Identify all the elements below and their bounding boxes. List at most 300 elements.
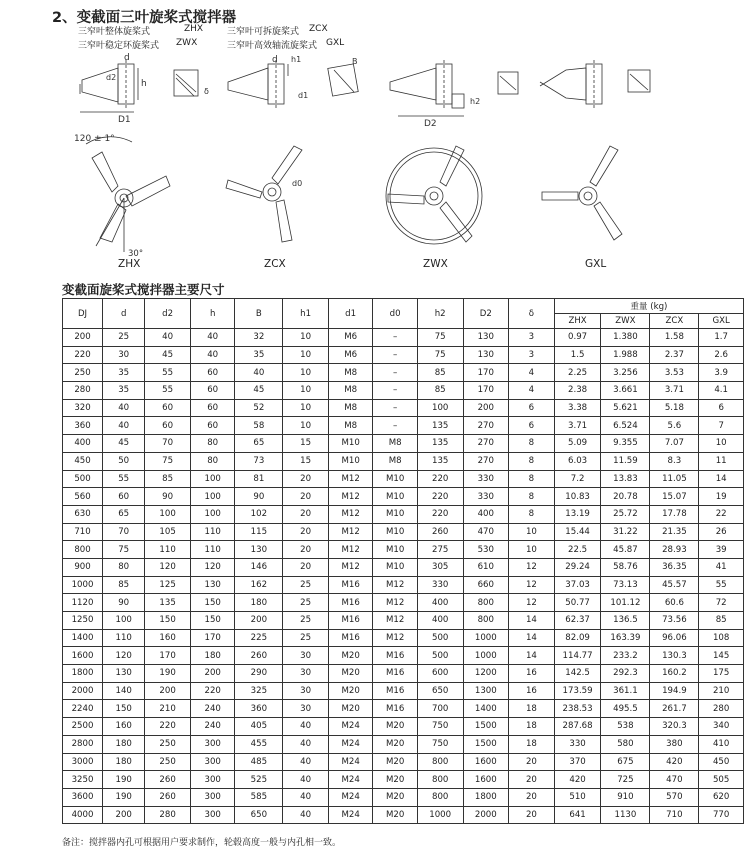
table-cell: 65 bbox=[235, 435, 283, 453]
table-cell: 55 bbox=[699, 576, 744, 594]
table-cell: 200 bbox=[103, 806, 145, 824]
table-cell: 13.19 bbox=[554, 505, 601, 523]
table-cell: M20 bbox=[373, 788, 418, 806]
table-cell: 150 bbox=[190, 594, 235, 612]
table-cell: 220 bbox=[417, 470, 463, 488]
table-cell: 11 bbox=[699, 452, 744, 470]
table-cell: 30 bbox=[283, 665, 329, 683]
table-cell: 100 bbox=[190, 470, 235, 488]
table-cell: 170 bbox=[145, 647, 191, 665]
table-cell: 35 bbox=[103, 382, 145, 400]
table-cell: M24 bbox=[328, 788, 373, 806]
header-weight: 重量 (kg) bbox=[554, 299, 743, 314]
table-cell: 400 bbox=[417, 612, 463, 630]
label-angle-30: 30° bbox=[128, 249, 144, 259]
table-cell: – bbox=[373, 417, 418, 435]
table-cell: 100 bbox=[190, 488, 235, 506]
table-cell: 35 bbox=[235, 346, 283, 364]
table-cell: 420 bbox=[554, 771, 601, 789]
table-cell: 100 bbox=[145, 505, 191, 523]
table-cell: 1600 bbox=[63, 647, 103, 665]
table-cell: 330 bbox=[463, 488, 509, 506]
table-cell: 14 bbox=[509, 629, 555, 647]
table-cell: 20 bbox=[283, 523, 329, 541]
table-cell: 270 bbox=[463, 452, 509, 470]
table-cell: 800 bbox=[463, 594, 509, 612]
table-cell: 136.5 bbox=[601, 612, 650, 630]
table-cell: 90 bbox=[103, 594, 145, 612]
table-cell: 32 bbox=[235, 329, 283, 347]
table-cell: 225 bbox=[235, 629, 283, 647]
table-cell: 114.77 bbox=[554, 647, 601, 665]
table-cell: M24 bbox=[328, 771, 373, 789]
table-cell: 45 bbox=[103, 435, 145, 453]
table-cell: 280 bbox=[699, 700, 744, 718]
table-cell: 160 bbox=[145, 629, 191, 647]
table-cell: – bbox=[373, 382, 418, 400]
table-cell: – bbox=[373, 329, 418, 347]
table-cell: 31.22 bbox=[601, 523, 650, 541]
table-cell: 2.6 bbox=[699, 346, 744, 364]
table-cell: 250 bbox=[63, 364, 103, 382]
table-cell: 1120 bbox=[63, 594, 103, 612]
table-cell: 10 bbox=[283, 399, 329, 417]
table-cell: 55 bbox=[103, 470, 145, 488]
table-cell: 910 bbox=[601, 788, 650, 806]
zwx-side-view bbox=[390, 60, 480, 129]
table-cell: 40 bbox=[190, 329, 235, 347]
table-cell: 455 bbox=[235, 735, 283, 753]
table-cell: 505 bbox=[699, 771, 744, 789]
table-cell: M24 bbox=[328, 806, 373, 824]
table-cell: 300 bbox=[190, 788, 235, 806]
table-cell: 400 bbox=[417, 594, 463, 612]
table-cell: M6 bbox=[328, 329, 373, 347]
table-cell: M12 bbox=[328, 505, 373, 523]
table-cell: 6.524 bbox=[601, 417, 650, 435]
table-row bbox=[63, 788, 744, 806]
header-weight-zwx: ZWX bbox=[601, 314, 650, 329]
table-cell: M8 bbox=[328, 417, 373, 435]
table-cell: 3.38 bbox=[554, 399, 601, 417]
table-cell: 170 bbox=[463, 382, 509, 400]
table-cell: 620 bbox=[699, 788, 744, 806]
table-cell: 530 bbox=[463, 541, 509, 559]
table-cell: 130.3 bbox=[650, 647, 699, 665]
table-cell: 55 bbox=[145, 364, 191, 382]
table-cell: 1500 bbox=[463, 718, 509, 736]
table-cell: 55 bbox=[145, 382, 191, 400]
table-row bbox=[63, 364, 744, 382]
table-cell: 150 bbox=[190, 612, 235, 630]
table-cell: M24 bbox=[328, 718, 373, 736]
table-cell: 6 bbox=[509, 417, 555, 435]
table-cell: 25 bbox=[283, 594, 329, 612]
table-cell: 800 bbox=[417, 771, 463, 789]
table-cell: 6.03 bbox=[554, 452, 601, 470]
table-cell: M10 bbox=[373, 541, 418, 559]
table-cell: 73.56 bbox=[650, 612, 699, 630]
table-cell: 1.988 bbox=[601, 346, 650, 364]
label-d1: d1 bbox=[298, 91, 309, 100]
label-h2: h2 bbox=[470, 97, 481, 106]
table-cell: 3.71 bbox=[554, 417, 601, 435]
table-cell: 200 bbox=[463, 399, 509, 417]
table-cell: 25.72 bbox=[601, 505, 650, 523]
table-cell: M20 bbox=[328, 682, 373, 700]
table-cell: 2.37 bbox=[650, 346, 699, 364]
table-cell: 20.78 bbox=[601, 488, 650, 506]
table-cell: 300 bbox=[190, 753, 235, 771]
table-cell: 35 bbox=[103, 364, 145, 382]
table-cell: 470 bbox=[463, 523, 509, 541]
table-cell: 2.25 bbox=[554, 364, 601, 382]
table-cell: 50.77 bbox=[554, 594, 601, 612]
variant-gxl-label: 三窄叶高效轴流旋桨式 bbox=[227, 41, 318, 51]
table-cell: 380 bbox=[650, 735, 699, 753]
table-cell: M12 bbox=[328, 523, 373, 541]
table-cell: – bbox=[373, 399, 418, 417]
table-cell: 270 bbox=[463, 435, 509, 453]
table-cell: 750 bbox=[417, 735, 463, 753]
table-row bbox=[63, 558, 744, 576]
table-cell: 40 bbox=[283, 806, 329, 824]
table-cell: 290 bbox=[235, 665, 283, 683]
table-cell: 85 bbox=[145, 470, 191, 488]
table-cell: 1400 bbox=[463, 700, 509, 718]
table-cell: 15 bbox=[283, 435, 329, 453]
table-cell: 500 bbox=[417, 629, 463, 647]
table-cell: M20 bbox=[373, 753, 418, 771]
table-cell: 2240 bbox=[63, 700, 103, 718]
table-cell: 45.57 bbox=[650, 576, 699, 594]
label-D2: D2 bbox=[424, 119, 437, 129]
table-cell: 3.661 bbox=[601, 382, 650, 400]
table-cell: 90 bbox=[235, 488, 283, 506]
table-cell: 41 bbox=[699, 558, 744, 576]
table-cell: 135 bbox=[417, 417, 463, 435]
table-cell: 600 bbox=[417, 665, 463, 683]
table-cell: 150 bbox=[145, 612, 191, 630]
table-cell: 700 bbox=[417, 700, 463, 718]
table-cell: 485 bbox=[235, 753, 283, 771]
table-cell: 160 bbox=[103, 718, 145, 736]
table-cell: 28.93 bbox=[650, 541, 699, 559]
table-cell: M20 bbox=[373, 806, 418, 824]
header-delta: δ bbox=[509, 299, 555, 329]
table-row bbox=[63, 700, 744, 718]
table-row bbox=[63, 682, 744, 700]
table-cell: 710 bbox=[650, 806, 699, 824]
zhx-top-view bbox=[74, 134, 170, 259]
table-cell: 500 bbox=[417, 647, 463, 665]
table-cell: 29.24 bbox=[554, 558, 601, 576]
table-row bbox=[63, 523, 744, 541]
table-cell: M10 bbox=[373, 488, 418, 506]
table-cell: 100 bbox=[190, 505, 235, 523]
table-cell: 45 bbox=[145, 346, 191, 364]
table-cell: 14 bbox=[509, 612, 555, 630]
dimensions-table bbox=[62, 298, 744, 824]
table-cell: M12 bbox=[373, 612, 418, 630]
table-cell: 6 bbox=[699, 399, 744, 417]
table-cell: 120 bbox=[103, 647, 145, 665]
table-cell: 220 bbox=[190, 682, 235, 700]
table-cell: 30 bbox=[283, 682, 329, 700]
table-cell: M10 bbox=[373, 470, 418, 488]
table-cell: 73 bbox=[235, 452, 283, 470]
table-cell: 725 bbox=[601, 771, 650, 789]
table-cell: 142.5 bbox=[554, 665, 601, 683]
table-cell: 470 bbox=[650, 771, 699, 789]
footnote: 备注：搅拌器内孔可根据用户要求制作，轮毂高度一般与内孔相一致。 bbox=[62, 838, 342, 848]
zcx-top-view bbox=[226, 146, 302, 242]
table-cell: 10 bbox=[283, 364, 329, 382]
table-cell: 18 bbox=[509, 700, 555, 718]
table-cell: 180 bbox=[103, 753, 145, 771]
table-cell: 12 bbox=[509, 558, 555, 576]
table-cell: 200 bbox=[235, 612, 283, 630]
table-cell: 40 bbox=[283, 771, 329, 789]
table-cell: 2000 bbox=[63, 682, 103, 700]
table-cell: M16 bbox=[328, 594, 373, 612]
table-cell: 14 bbox=[699, 470, 744, 488]
table-cell: 261.7 bbox=[650, 700, 699, 718]
table-cell: 60 bbox=[190, 399, 235, 417]
table-cell: 101.12 bbox=[601, 594, 650, 612]
table-cell: 330 bbox=[554, 735, 601, 753]
table-row bbox=[63, 399, 744, 417]
table-cell: 11.59 bbox=[601, 452, 650, 470]
table-cell: 16 bbox=[509, 665, 555, 683]
table-cell: 320 bbox=[63, 399, 103, 417]
table-cell: 135 bbox=[417, 435, 463, 453]
table-cell: 20 bbox=[509, 806, 555, 824]
table-cell: 180 bbox=[235, 594, 283, 612]
table-cell: 40 bbox=[103, 417, 145, 435]
table-cell: M8 bbox=[373, 435, 418, 453]
table-cell: M12 bbox=[328, 541, 373, 559]
table-cell: M20 bbox=[373, 718, 418, 736]
table-cell: 4 bbox=[509, 382, 555, 400]
table-cell: 25 bbox=[283, 612, 329, 630]
table-cell: 240 bbox=[190, 700, 235, 718]
table-row bbox=[63, 771, 744, 789]
table-cell: 260 bbox=[145, 771, 191, 789]
table-cell: 300 bbox=[190, 735, 235, 753]
label-d: d bbox=[124, 53, 130, 63]
table-cell: 22 bbox=[699, 505, 744, 523]
variant-zhx-label: 三窄叶整体旋桨式 bbox=[78, 27, 151, 37]
table-row bbox=[63, 505, 744, 523]
table-cell: 1.58 bbox=[650, 329, 699, 347]
table-cell: 570 bbox=[650, 788, 699, 806]
table-cell: M16 bbox=[373, 665, 418, 683]
header-d1: d1 bbox=[328, 299, 373, 329]
table-cell: 450 bbox=[63, 452, 103, 470]
table-cell: 525 bbox=[235, 771, 283, 789]
table-row bbox=[63, 612, 744, 630]
table-cell: 9.355 bbox=[601, 435, 650, 453]
variant-zwx-code: ZWX bbox=[176, 38, 198, 48]
table-cell: 190 bbox=[103, 788, 145, 806]
table-cell: 275 bbox=[417, 541, 463, 559]
label-d2: d2 bbox=[106, 73, 117, 82]
table-cell: M20 bbox=[373, 735, 418, 753]
table-cell: 60 bbox=[145, 399, 191, 417]
table-cell: 370 bbox=[554, 753, 601, 771]
table-cell: 400 bbox=[463, 505, 509, 523]
table-cell: 5.621 bbox=[601, 399, 650, 417]
table-cell: 330 bbox=[463, 470, 509, 488]
table-cell: 58 bbox=[235, 417, 283, 435]
table-cell: 8 bbox=[509, 452, 555, 470]
table-cell: 108 bbox=[699, 629, 744, 647]
table-cell: 750 bbox=[417, 718, 463, 736]
table-cell: 62.37 bbox=[554, 612, 601, 630]
table-cell: 5.18 bbox=[650, 399, 699, 417]
label-D1: D1 bbox=[118, 115, 131, 125]
table-cell: 3.256 bbox=[601, 364, 650, 382]
table-cell: 10 bbox=[283, 382, 329, 400]
table-cell: 3.53 bbox=[650, 364, 699, 382]
table-cell: 270 bbox=[463, 417, 509, 435]
table-cell: 40 bbox=[283, 735, 329, 753]
table-cell: 80 bbox=[103, 558, 145, 576]
table-cell: 1130 bbox=[601, 806, 650, 824]
table-cell: 140 bbox=[103, 682, 145, 700]
table-cell: 1600 bbox=[463, 771, 509, 789]
table-row bbox=[63, 629, 744, 647]
table-cell: 330 bbox=[417, 576, 463, 594]
table-cell: 130 bbox=[103, 665, 145, 683]
table-cell: 60 bbox=[190, 382, 235, 400]
table-cell: 3 bbox=[509, 329, 555, 347]
table-cell: 500 bbox=[63, 470, 103, 488]
table-cell: 130 bbox=[463, 329, 509, 347]
table-cell: 1.5 bbox=[554, 346, 601, 364]
table-cell: M8 bbox=[373, 452, 418, 470]
label-h: h bbox=[141, 79, 147, 89]
table-row bbox=[63, 417, 744, 435]
table-cell: M16 bbox=[373, 682, 418, 700]
table-cell: 410 bbox=[699, 735, 744, 753]
table-cell: 7 bbox=[699, 417, 744, 435]
header-h: h bbox=[190, 299, 235, 329]
table-cell: M20 bbox=[328, 647, 373, 665]
table-cell: 160.2 bbox=[650, 665, 699, 683]
table-cell: 4000 bbox=[63, 806, 103, 824]
table-row bbox=[63, 735, 744, 753]
table-cell: 125 bbox=[145, 576, 191, 594]
table-cell: 8 bbox=[509, 435, 555, 453]
table-cell: 1.7 bbox=[699, 329, 744, 347]
table-cell: 800 bbox=[63, 541, 103, 559]
table-cell: 25 bbox=[103, 329, 145, 347]
table-cell: 210 bbox=[699, 682, 744, 700]
table-row bbox=[63, 594, 744, 612]
table-cell: 710 bbox=[63, 523, 103, 541]
gxl-top-view bbox=[542, 146, 622, 240]
table-cell: 580 bbox=[601, 735, 650, 753]
table-cell: 70 bbox=[145, 435, 191, 453]
table-row bbox=[63, 718, 744, 736]
header-weight-gxl: GXL bbox=[699, 314, 744, 329]
table-cell: 100 bbox=[103, 612, 145, 630]
table-cell: 20 bbox=[283, 558, 329, 576]
table-cell: M16 bbox=[328, 629, 373, 647]
table-cell: 36.35 bbox=[650, 558, 699, 576]
label-delta: δ bbox=[204, 87, 209, 96]
table-cell: 20 bbox=[283, 488, 329, 506]
table-cell: 170 bbox=[463, 364, 509, 382]
table-cell: 18 bbox=[509, 718, 555, 736]
table-cell: 361.1 bbox=[601, 682, 650, 700]
table-cell: 60 bbox=[190, 417, 235, 435]
table-cell: 800 bbox=[463, 612, 509, 630]
table-cell: 305 bbox=[417, 558, 463, 576]
table-row bbox=[63, 329, 744, 347]
table-cell: 7.2 bbox=[554, 470, 601, 488]
table-cell: 260 bbox=[235, 647, 283, 665]
table-cell: 260 bbox=[417, 523, 463, 541]
header-d: d bbox=[103, 299, 145, 329]
label-h1: h1 bbox=[291, 55, 302, 64]
table-cell: 81 bbox=[235, 470, 283, 488]
table-cell: 60 bbox=[103, 488, 145, 506]
table-cell: 96.06 bbox=[650, 629, 699, 647]
table-cell: 13.83 bbox=[601, 470, 650, 488]
table-cell: M10 bbox=[328, 452, 373, 470]
table-cell: 37.03 bbox=[554, 576, 601, 594]
table-cell: 180 bbox=[103, 735, 145, 753]
table-cell: 90 bbox=[145, 488, 191, 506]
label-B: B bbox=[352, 57, 358, 66]
table-cell: M12 bbox=[373, 594, 418, 612]
table-cell: 10 bbox=[699, 435, 744, 453]
table-cell: 110 bbox=[103, 629, 145, 647]
table-cell: 8 bbox=[509, 505, 555, 523]
table-cell: 135 bbox=[145, 594, 191, 612]
table-row bbox=[63, 382, 744, 400]
table-cell: M12 bbox=[373, 629, 418, 647]
table-cell: 15.44 bbox=[554, 523, 601, 541]
variant-zcx-label: 三窄叶可拆旋桨式 bbox=[227, 27, 300, 37]
table-cell: 641 bbox=[554, 806, 601, 824]
header-dj: DJ bbox=[63, 299, 103, 329]
table-cell: M16 bbox=[373, 700, 418, 718]
table-cell: 250 bbox=[145, 735, 191, 753]
zhx-side-view bbox=[80, 53, 147, 125]
table-cell: 70 bbox=[103, 523, 145, 541]
table-cell: 800 bbox=[417, 788, 463, 806]
table-cell: M10 bbox=[373, 523, 418, 541]
table-cell: 585 bbox=[235, 788, 283, 806]
table-cell: 30 bbox=[283, 700, 329, 718]
table-cell: 250 bbox=[145, 753, 191, 771]
table-cell: 4 bbox=[509, 364, 555, 382]
table-cell: 30 bbox=[283, 647, 329, 665]
table-cell: 12 bbox=[509, 576, 555, 594]
header-b: B bbox=[235, 299, 283, 329]
table-row bbox=[63, 665, 744, 683]
table-cell: 650 bbox=[417, 682, 463, 700]
table-cell: 194.9 bbox=[650, 682, 699, 700]
table-cell: 45.87 bbox=[601, 541, 650, 559]
table-cell: 145 bbox=[699, 647, 744, 665]
table-cell: 75 bbox=[417, 329, 463, 347]
table-cell: 450 bbox=[699, 753, 744, 771]
